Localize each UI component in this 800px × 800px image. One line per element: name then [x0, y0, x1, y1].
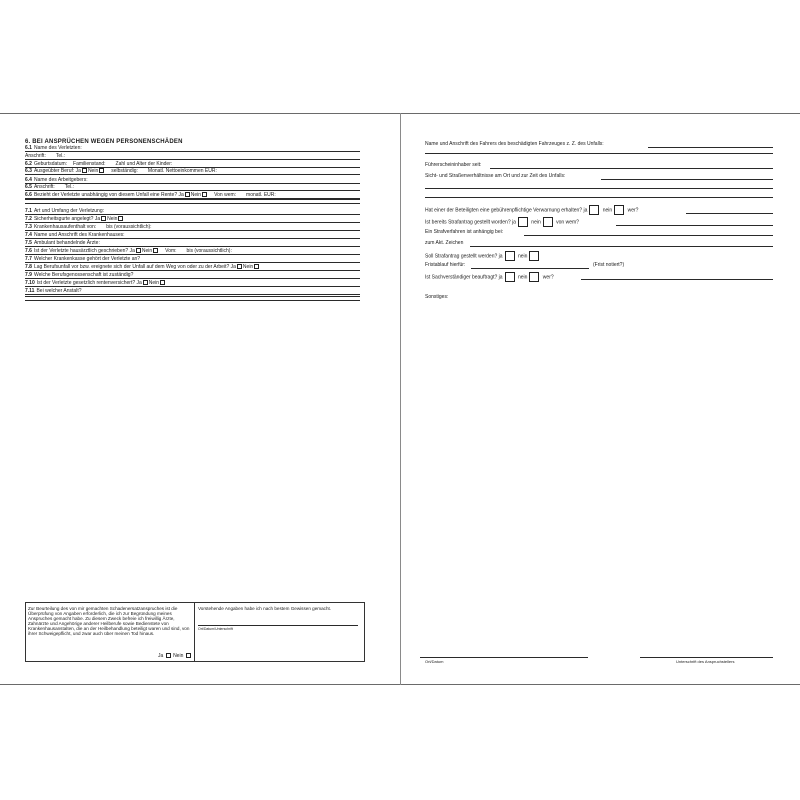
row-number: 7.11	[25, 288, 35, 294]
yes-checkbox[interactable]	[185, 192, 190, 197]
consent-box	[25, 602, 365, 662]
q-visibility: Sicht- und Straßenverhältnisse am Ort und zur Zeit des Unfalls:	[425, 173, 566, 179]
row-number: 6.1	[25, 145, 32, 151]
no-label: Nein	[190, 192, 202, 198]
yes-label: Ja	[178, 192, 184, 198]
place-date-label: Ort/Datum	[425, 659, 444, 664]
consent-divider	[194, 603, 195, 661]
yes-checkbox[interactable]	[82, 168, 87, 173]
row-extra-label: bis (voraussichtlich):	[186, 248, 232, 254]
row-number: 6.3	[25, 168, 32, 174]
yes-label: Ja	[75, 168, 81, 174]
no-label: Nein	[87, 168, 99, 174]
q-file-complaint-yes-label: ja	[498, 253, 503, 260]
yes-checkbox[interactable]	[143, 280, 148, 285]
q-deadline-line[interactable]	[471, 268, 589, 269]
row-label: Lag Berufsunfall vor bzw. ereignete sich der Unfall auf dem Weg von oder zu der Arbeit?	[33, 264, 230, 270]
q-complaint-yes-label: ja	[512, 219, 516, 226]
consent-choice	[158, 653, 192, 659]
row-fill-line[interactable]	[25, 270, 360, 271]
consent-yes-checkbox[interactable]	[166, 653, 171, 658]
row-fill-line[interactable]	[25, 230, 360, 231]
row-extra-label: bis (voraussichtlich):	[106, 224, 152, 230]
q-expert-no-label: nein	[517, 274, 528, 281]
q-expert-line[interactable]	[581, 279, 773, 280]
no-checkbox[interactable]	[118, 216, 123, 221]
row-number: 7.8	[25, 264, 32, 270]
yes-label: Ja	[94, 216, 101, 222]
row-number: 6.6	[25, 192, 32, 198]
q-complaint-from-label: von wem?	[556, 219, 579, 226]
yes-checkbox[interactable]	[101, 216, 106, 221]
extra-fill-line[interactable]	[25, 300, 360, 301]
q-complaint-line[interactable]	[616, 225, 773, 226]
row-number: 7.3	[25, 224, 32, 230]
q-proceeding-line[interactable]	[524, 235, 773, 236]
q-complaint-yes-box[interactable]	[518, 217, 528, 227]
q-file-ref-line[interactable]	[470, 246, 773, 247]
row-label: Welcher Krankenkasse gehört der Verletzte an?	[33, 256, 141, 262]
q-driver: Name und Anschrift des Fahrers des beschädigten Fahrzeuges z. Z. des Unfalls:	[425, 141, 604, 147]
row-number: 7.10	[25, 280, 35, 286]
q-warning-no-box[interactable]	[614, 205, 624, 215]
q-warning-no-label: nein	[602, 207, 613, 214]
other-label: Sonstiges:	[425, 294, 449, 300]
q-complaint-row	[425, 217, 579, 227]
row-number: 6.4	[25, 177, 32, 183]
q-warning-who-label: wer?	[627, 207, 639, 214]
q-license: Führerscheininhaber seit:	[425, 162, 482, 168]
row-mid-label: Von wem:	[214, 192, 237, 198]
no-checkbox[interactable]	[254, 264, 259, 269]
row-label: Anschrift:	[33, 184, 55, 190]
row-fill-line[interactable]	[25, 278, 360, 279]
row-label: Ambulant behandelnde Ärzte:	[33, 240, 100, 246]
row-mid-label: Vom:	[165, 248, 177, 254]
row-fill-line[interactable]	[25, 151, 360, 152]
row-label: Ist der Verletzte hausärztlich geschrieben?	[33, 248, 129, 254]
q-complaint: Ist bereits Strafantrag gestellt worden?	[425, 219, 511, 226]
q-visibility-line-3[interactable]	[425, 197, 773, 198]
q-file-ref: zum Akt. Zeichen	[425, 240, 464, 246]
no-checkbox[interactable]	[153, 248, 158, 253]
row-extra-label: Monatl. Nettoeinkommen EUR:	[147, 168, 217, 174]
q-deadline-note: (Frist notiert?)	[593, 262, 625, 268]
q-file-complaint-no-label: nein	[517, 253, 528, 260]
row-label: Krankenhausaufenthalt von:	[33, 224, 97, 230]
q-file-complaint: Soll Strafantrag gestellt werden?	[425, 253, 498, 260]
q-expert-no-box[interactable]	[529, 272, 539, 282]
row-label: Geburtsdatum:	[33, 161, 68, 167]
no-label: Nein	[148, 280, 160, 286]
row-number: 7.2	[25, 216, 32, 222]
row-label: Bezieht der Verletzte unabhängig von diesem Unfall eine Rente?	[33, 192, 178, 198]
no-checkbox[interactable]	[202, 192, 207, 197]
page-fold	[400, 113, 401, 685]
q-file-complaint-row	[425, 251, 541, 261]
row-number: 6.5	[25, 184, 32, 190]
row-number: 7.1	[25, 208, 32, 214]
q-warning-yes-box[interactable]	[589, 205, 599, 215]
consent-no-label: Nein	[173, 653, 184, 659]
yes-label: Ja	[129, 248, 135, 254]
row-mid-label: selbständig:	[111, 168, 138, 174]
row-label: Name und Anschrift des Krankenhauses:	[33, 232, 125, 238]
q-warning-yes-label: ja	[583, 207, 588, 214]
q-file-complaint-no-box[interactable]	[529, 251, 539, 261]
q-license-line[interactable]	[490, 168, 773, 169]
row-extra-label: Tel.:	[64, 184, 74, 190]
row-fill-line[interactable]	[25, 183, 360, 184]
signature-label: Unterschrift des Anspruchstellers	[676, 659, 735, 664]
q-expert-who-label: wer?	[542, 274, 554, 281]
q-expert-yes-box[interactable]	[505, 272, 515, 282]
row-fill-line[interactable]	[25, 294, 360, 295]
q-deadline: Fristablauf hierfür:	[425, 262, 466, 268]
extra-fill-line[interactable]	[25, 203, 360, 204]
no-label: Nein	[242, 264, 254, 270]
row-number: 7.6	[25, 248, 32, 254]
q-driver-line-1[interactable]	[648, 147, 773, 148]
row-fill-line[interactable]	[25, 222, 360, 223]
row-fill-line[interactable]	[25, 246, 360, 247]
row-number: 7.9	[25, 272, 32, 278]
row-fill-line[interactable]	[25, 159, 360, 160]
row-fill-line[interactable]	[25, 286, 360, 287]
q-warning-line[interactable]	[686, 213, 773, 214]
q-warning: Hat einer der Beteiligten eine gebührenpflichtige Verwarnung erhalten?	[425, 207, 583, 214]
q-proceeding: Ein Strafverfahren ist anhängig bei:	[425, 229, 504, 235]
row-number: 6.2	[25, 161, 32, 167]
consent-no-checkbox[interactable]	[186, 653, 191, 658]
signature-line[interactable]	[640, 657, 773, 658]
q-driver-line-2[interactable]	[425, 153, 773, 154]
row-number: 7.7	[25, 256, 32, 262]
row-fill-line[interactable]	[25, 238, 360, 239]
row-label: Ist der Verletzte gesetzlich rentenversichert?	[36, 280, 136, 286]
yes-label: Ja	[230, 264, 236, 270]
row-label: Sicherheitsgurte angelegt?	[33, 216, 94, 222]
row-fill-line[interactable]	[25, 262, 360, 263]
no-checkbox[interactable]	[99, 168, 104, 173]
yes-checkbox[interactable]	[136, 248, 141, 253]
consent-declaration: Vorstehende Angaben habe ich nach bestem Gewissen gemacht.	[198, 606, 332, 611]
no-label: Nein	[107, 216, 118, 222]
row-label: Welche Berufsgenossenschaft ist zuständig?	[33, 272, 134, 278]
row-label: Bei welcher Anstalt?	[36, 288, 82, 294]
row-label: Ausgeübter Beruf:	[33, 168, 75, 174]
q-expert-row	[425, 272, 554, 282]
consent-text: Zur Beurteilung des von mir gemachten Schadenersatzanspruches ist die Überprüfung von Angaben erforderlich, die ich zur Begründung meines Anspruches gemacht habe. Zu diesem Zweck befreie ich freiwillig Ärzte, Zahnärzte und Angehörige anderer Heilberufe sowie Bedienstete von Krankenhausanstalten, die an der Heilbehandlung beteiligt waren und sind, von ihrer Schweigepflicht, und zwar auch über meinen Tod hinaus.	[28, 606, 190, 637]
q-warning-row	[425, 205, 638, 215]
row-fill-line[interactable]	[25, 214, 360, 215]
row-number: 7.4	[25, 232, 32, 238]
q-visibility-line-2[interactable]	[425, 188, 773, 189]
q-file-complaint-yes-box[interactable]	[505, 251, 515, 261]
row-extra-label: Tel.:	[55, 153, 66, 159]
section-title: 6. BEI ANSPRÜCHEN WEGEN PERSONENSCHÄDEN	[25, 139, 183, 145]
row-fill-line[interactable]	[25, 254, 360, 255]
extra-fill-line[interactable]	[25, 199, 360, 200]
yes-checkbox[interactable]	[237, 264, 242, 269]
q-complaint-no-box[interactable]	[543, 217, 553, 227]
yes-label: Ja	[136, 280, 142, 286]
no-label: Nein	[141, 248, 153, 254]
row-number: 7.5	[25, 240, 32, 246]
extra-fill-line[interactable]	[25, 296, 360, 297]
row-fill-line[interactable]	[25, 174, 360, 175]
consent-sign-label: Ort/Datum/Unterschrift	[198, 627, 234, 631]
row-extra-label: monatl. EUR:	[246, 192, 276, 198]
row-label: Anschrift:	[25, 153, 46, 159]
no-checkbox[interactable]	[160, 280, 165, 285]
q-visibility-line-1[interactable]	[601, 179, 773, 180]
row-mid-label: Familienstand:	[73, 161, 106, 167]
row-label: Name des Arbeitgebers:	[33, 177, 88, 183]
place-date-line[interactable]	[420, 657, 588, 658]
q-complaint-no-label: nein	[531, 219, 541, 226]
row-fill-line[interactable]	[25, 190, 360, 191]
q-expert-yes-label: ja	[498, 274, 503, 281]
consent-sign-line[interactable]	[198, 625, 358, 626]
row-extra-label: Zahl und Alter der Kinder:	[115, 161, 173, 167]
q-expert: Ist Sachverständiger beauftragt?	[425, 274, 498, 281]
row-label: Name des Verletzten:	[33, 145, 82, 151]
consent-yes-label: Ja	[158, 653, 164, 659]
row-label: Art und Umfang der Verletzung:	[33, 208, 104, 214]
